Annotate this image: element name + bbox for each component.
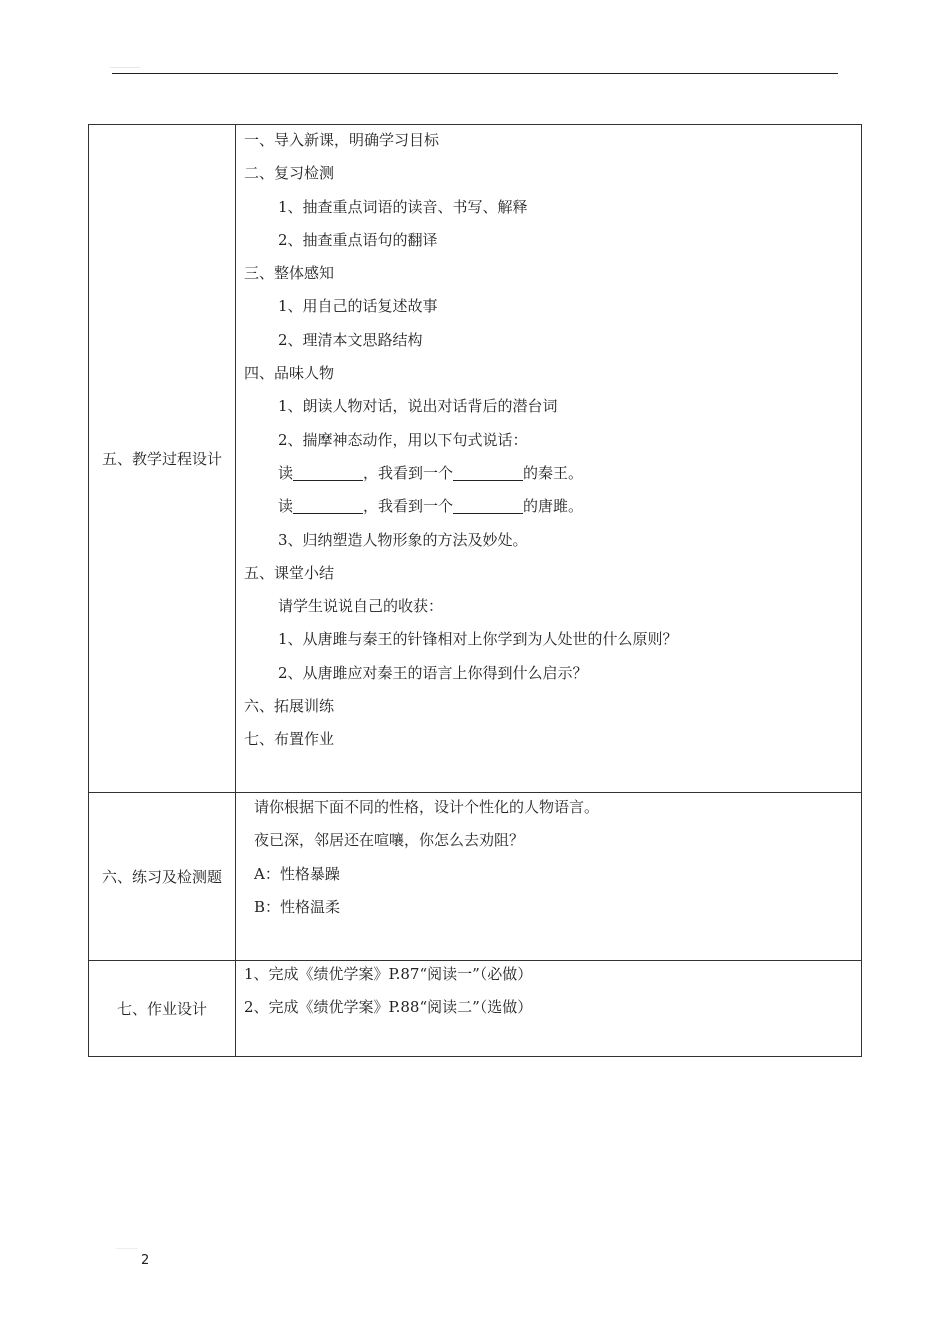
- process-substep: 2、抽查重点语句的翻译: [278, 230, 438, 249]
- sentence-pattern-qin: [236, 460, 861, 493]
- process-substep: 2、揣摩神态动作，用以下句式说话：: [278, 430, 528, 449]
- process-substep: 1、抽查重点词语的读音、书写、解释: [278, 197, 528, 216]
- process-substep: 3、归纳塑造人物形象的方法及妙处。: [278, 530, 528, 549]
- pattern-qin-end: 的秦王。: [523, 463, 584, 482]
- lesson-plan-table: [88, 124, 862, 1057]
- homework-line: 1、完成《绩优学案》P.87“阅读一”（必做）: [244, 965, 533, 983]
- pattern-read: 读: [278, 497, 294, 516]
- pattern-see: ，我看到一个: [363, 463, 454, 482]
- homework-content-cell: [236, 961, 862, 1057]
- process-step-5: 五、课堂小结: [244, 563, 335, 582]
- exercise-label-cell: [89, 793, 236, 961]
- fill-blank[interactable]: [453, 465, 523, 481]
- homework-row: [89, 961, 862, 1057]
- page-number: 2: [141, 1253, 150, 1268]
- process-step-1: 一、导入新课，明确学习目标: [244, 131, 440, 149]
- exercise-line: 请你根据下面不同的性格，设计个性化的人物语言。: [254, 798, 600, 816]
- process-row: [89, 125, 862, 793]
- header-rule: [112, 73, 838, 74]
- process-content-cell: [236, 125, 862, 793]
- fill-blank[interactable]: [293, 498, 363, 514]
- process-step-3: 三、整体感知: [244, 264, 335, 283]
- footer-mark: [116, 1248, 138, 1249]
- fill-blank[interactable]: [293, 465, 363, 481]
- process-step-4: 四、品味人物: [244, 364, 335, 383]
- process-substep: 1、用自己的话复述故事: [278, 297, 438, 316]
- exercise-line: A：性格暴躁: [254, 864, 340, 883]
- process-substep: 1、朗读人物对话，说出对话背后的潜台词: [278, 397, 558, 416]
- exercise-label: 六、练习及检测题: [102, 867, 223, 886]
- process-step-6: 六、拓展训练: [244, 697, 335, 716]
- exercise-line: B：性格温柔: [254, 897, 341, 916]
- process-label: 五、教学过程设计: [102, 449, 223, 468]
- process-label-cell: [89, 125, 236, 793]
- homework-label: 七、作业设计: [116, 999, 207, 1018]
- process-substep: 1、从唐雎与秦王的针锋相对上你学到为人处世的什么原则？: [278, 630, 678, 649]
- pattern-read: 读: [278, 463, 294, 482]
- fill-blank[interactable]: [453, 498, 523, 514]
- homework-line: 2、完成《绩优学案》P.88“阅读二”（选做）: [244, 998, 533, 1017]
- pattern-tang-end: 的唐雎。: [523, 497, 584, 516]
- process-substep: 2、从唐雎应对秦王的语言上你得到什么启示？: [278, 663, 588, 682]
- process-step-2: 二、复习检测: [244, 164, 335, 183]
- exercise-row: [89, 793, 862, 961]
- sentence-pattern-tang: [236, 493, 861, 526]
- exercise-content-cell: [236, 793, 862, 961]
- process-substep: 请学生说说自己的收获：: [278, 597, 444, 616]
- process-step-7: 七、布置作业: [244, 730, 335, 749]
- header-corner-mark: [110, 67, 140, 68]
- homework-label-cell: [89, 961, 236, 1057]
- exercise-line: 夜已深，邻居还在喧嚷，你怎么去劝阻？: [254, 831, 525, 850]
- process-substep: 2、理清本文思路结构: [278, 330, 423, 349]
- pattern-see: ，我看到一个: [363, 497, 454, 516]
